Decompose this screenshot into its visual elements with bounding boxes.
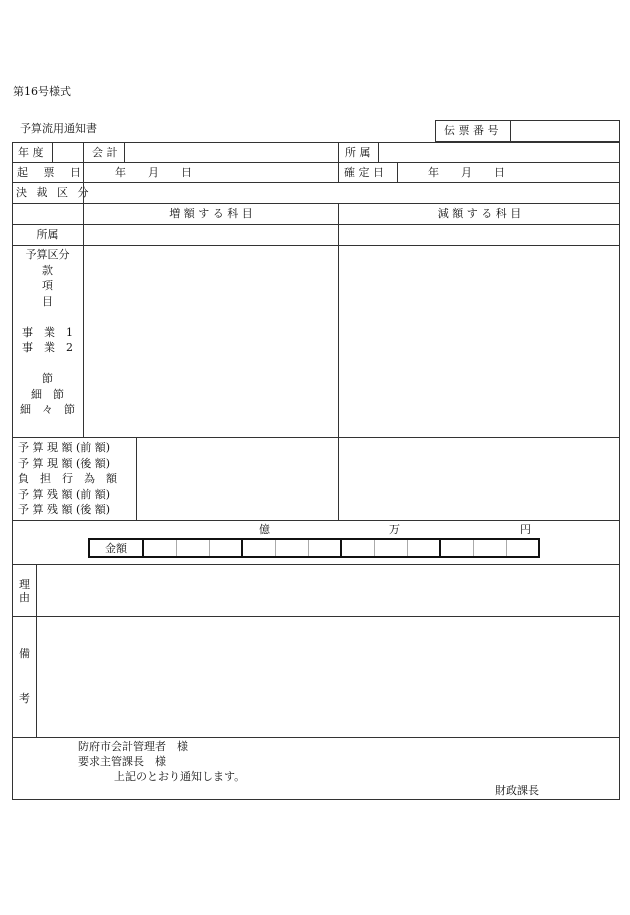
sender-name: 財政課長 xyxy=(495,784,539,797)
current-before-label: 予 算 現 額 (前 額) xyxy=(18,441,111,454)
form-number: 第16号様式 xyxy=(13,85,71,98)
fiscal-year-label: 年 度 xyxy=(18,146,44,159)
commitment-label: 負 担 行 為 額 xyxy=(18,472,117,485)
setsu-label: 節 xyxy=(42,372,53,385)
budget-class-label: 予算区分 xyxy=(25,248,70,261)
amount-label: 金額 xyxy=(105,542,127,555)
decrease-amounts-area[interactable] xyxy=(339,438,619,519)
addressee-section-chief: 要求主管課長 様 xyxy=(78,755,166,768)
confirm-date-label: 確 定 日 xyxy=(344,166,384,179)
remaining-before-label: 予 算 残 額 (前 額) xyxy=(18,487,111,501)
remarks-label-2: 考 xyxy=(19,692,30,705)
department-field[interactable] xyxy=(379,143,619,161)
amount-items-labels xyxy=(18,440,117,518)
form-title: 予算流用通知書 xyxy=(20,122,97,135)
increase-amounts-area[interactable] xyxy=(137,438,337,519)
kou-label: 項 xyxy=(42,279,53,292)
saisetsu-label: 細 節 xyxy=(31,387,64,401)
budget-items-labels xyxy=(12,247,83,418)
decision-label: 決 裁 区 分 xyxy=(16,186,92,199)
slip-number-field[interactable] xyxy=(511,121,619,141)
amount-digits-field[interactable] xyxy=(144,540,538,556)
kan-label: 款 xyxy=(42,263,53,277)
decision-field[interactable] xyxy=(84,183,619,202)
reason-label-2: 由 xyxy=(19,591,30,604)
slip-number-label: 伝 票 番 号 xyxy=(444,124,499,137)
row-department-label: 所属 xyxy=(36,228,59,241)
increase-header: 増 額 す る 科 目 xyxy=(169,207,253,220)
remaining-after-label: 予 算 残 額 (後 額) xyxy=(18,503,111,516)
draft-date-label: 起 票 日 xyxy=(17,166,87,179)
draft-date-field[interactable]: 年 月 日 xyxy=(115,166,192,179)
unit-man: 万 xyxy=(389,523,400,536)
remarks-field[interactable] xyxy=(37,617,619,736)
decrease-department-field[interactable] xyxy=(339,225,619,244)
increase-department-field[interactable] xyxy=(84,225,337,244)
fiscal-year-field[interactable] xyxy=(53,143,82,161)
notice-text: 上記のとおり通知します。 xyxy=(114,770,246,783)
decrease-items-area[interactable] xyxy=(339,246,619,436)
department-label: 所 属 xyxy=(345,146,371,159)
remarks-label-1: 備 xyxy=(19,647,30,660)
account-field[interactable] xyxy=(125,143,337,161)
unit-en: 円 xyxy=(520,523,531,536)
confirm-date-field[interactable]: 年 月 日 xyxy=(428,166,505,179)
project1-label: 事 業 1 xyxy=(22,325,73,339)
project2-label: 事 業 2 xyxy=(22,341,73,354)
account-label: 会 計 xyxy=(92,146,118,159)
decrease-header: 減 額 す る 科 目 xyxy=(437,207,522,220)
current-after-label: 予 算 現 額 (後 額) xyxy=(18,456,111,470)
addressee-accounting-manager: 防府市会計管理者 様 xyxy=(78,740,188,753)
unit-oku: 億 xyxy=(259,523,270,536)
moku-label: 目 xyxy=(42,294,53,308)
saisaisetsu-label: 細 々 節 xyxy=(20,403,75,416)
reason-field[interactable] xyxy=(37,565,619,615)
reason-label-1: 理 xyxy=(19,578,30,591)
increase-items-area[interactable] xyxy=(84,246,337,436)
